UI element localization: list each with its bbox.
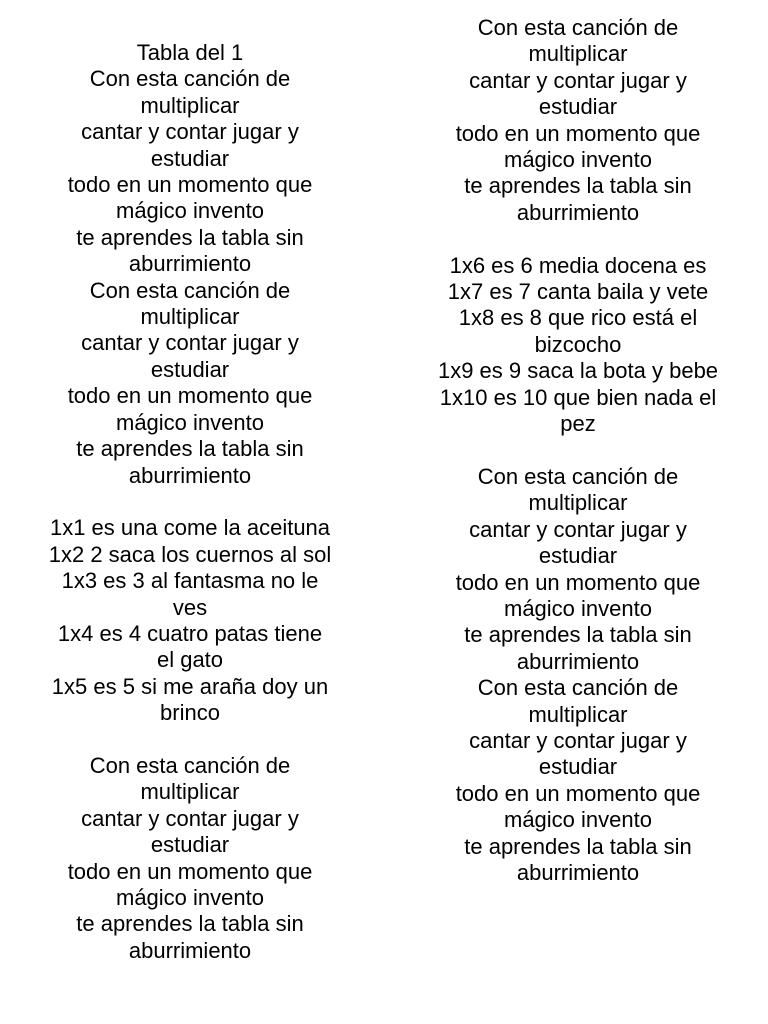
lyric-line: multiplicar: [528, 701, 628, 727]
lyric-line: Con esta canción de: [89, 752, 291, 778]
stanza-break: [10, 727, 370, 753]
lyric-line: todo en un momento que: [67, 383, 313, 409]
lyric-line: te aprendes la tabla sin: [76, 911, 304, 937]
lyric-line: aburrimiento: [128, 462, 252, 488]
lyric-line: 1x5 es 5 si me araña doy un: [51, 673, 329, 699]
lyric-line: Con esta canción de: [477, 675, 679, 701]
lyric-line: aburrimiento: [516, 648, 640, 674]
lyric-line: todo en un momento que: [67, 858, 313, 884]
lyric-line: estudiar: [538, 94, 618, 120]
lyric-line: brinco: [160, 700, 220, 726]
lyric-line: te aprendes la tabla sin: [76, 436, 304, 462]
lyric-line: cantar y contar jugar y: [81, 119, 299, 145]
lyric-line: cantar y contar jugar y: [81, 330, 299, 356]
lyric-line: te aprendes la tabla sin: [464, 833, 692, 859]
lyric-line: bizcocho: [534, 331, 622, 357]
lyric-line: Con esta canción de: [89, 66, 291, 92]
lyric-line: pez: [560, 411, 596, 437]
lyric-line: multiplicar: [528, 490, 628, 516]
lyric-line: Con esta canción de: [477, 463, 679, 489]
lyric-line: cantar y contar jugar y: [469, 516, 687, 542]
stanza-break: [10, 489, 370, 515]
lyric-line: el gato: [156, 647, 224, 673]
lyric-line: 1x7 es 7 canta baila y vete: [447, 279, 709, 305]
lyric-line: cantar y contar jugar y: [469, 727, 687, 753]
lyric-line: mágico invento: [116, 409, 264, 435]
lyric-line: 1x8 es 8 que rico está el: [458, 305, 698, 331]
lyric-line: estudiar: [150, 145, 230, 171]
lyric-line: mágico invento: [504, 807, 652, 833]
lyric-line: 1x4 es 4 cuatro patas tiene: [57, 620, 323, 646]
lyric-line: 1x3 es 3 al fantasma no le: [61, 568, 319, 594]
lyric-line: 1x1 es una come la aceituna: [49, 515, 331, 541]
lyric-line: estudiar: [150, 832, 230, 858]
lyric-line: multiplicar: [528, 41, 628, 67]
lyric-line: te aprendes la tabla sin: [464, 173, 692, 199]
lyric-line: mágico invento: [116, 198, 264, 224]
stanza-break: [398, 226, 758, 252]
lyric-line: todo en un momento que: [455, 569, 701, 595]
lyric-line: mágico invento: [504, 595, 652, 621]
lyric-line: cantar y contar jugar y: [81, 805, 299, 831]
lyrics-left-column: [10, 40, 370, 964]
lyric-line: aburrimiento: [516, 199, 640, 225]
lyric-line: cantar y contar jugar y: [469, 67, 687, 93]
lyric-line: multiplicar: [140, 779, 240, 805]
lyric-line: todo en un momento que: [455, 120, 701, 146]
lyric-line: 1x10 es 10 que bien nada el: [439, 384, 717, 410]
lyric-line: multiplicar: [140, 304, 240, 330]
lyric-line: Con esta canción de: [89, 277, 291, 303]
lyric-line: estudiar: [538, 754, 618, 780]
lyric-line: todo en un momento que: [455, 780, 701, 806]
lyric-line: todo en un momento que: [67, 172, 313, 198]
lyric-line: aburrimiento: [128, 937, 252, 963]
lyric-line: mágico invento: [116, 884, 264, 910]
lyric-line: ves: [172, 594, 208, 620]
lyric-line: aburrimiento: [128, 251, 252, 277]
lyric-line: 1x6 es 6 media docena es: [449, 252, 707, 278]
lyric-line: Tabla del 1: [136, 40, 244, 65]
lyrics-right-column: [398, 15, 758, 886]
lyric-line: 1x9 es 9 saca la bota y bebe: [437, 358, 719, 384]
lyric-line: estudiar: [150, 356, 230, 382]
lyric-line: mágico invento: [504, 147, 652, 173]
lyric-line: multiplicar: [140, 92, 240, 118]
lyric-line: Con esta canción de: [477, 15, 679, 40]
lyric-line: 1x2 2 saca los cuernos al sol: [48, 541, 332, 567]
stanza-break: [398, 437, 758, 463]
lyric-line: estudiar: [538, 543, 618, 569]
lyric-line: te aprendes la tabla sin: [76, 224, 304, 250]
lyric-line: aburrimiento: [516, 859, 640, 885]
lyric-line: te aprendes la tabla sin: [464, 622, 692, 648]
